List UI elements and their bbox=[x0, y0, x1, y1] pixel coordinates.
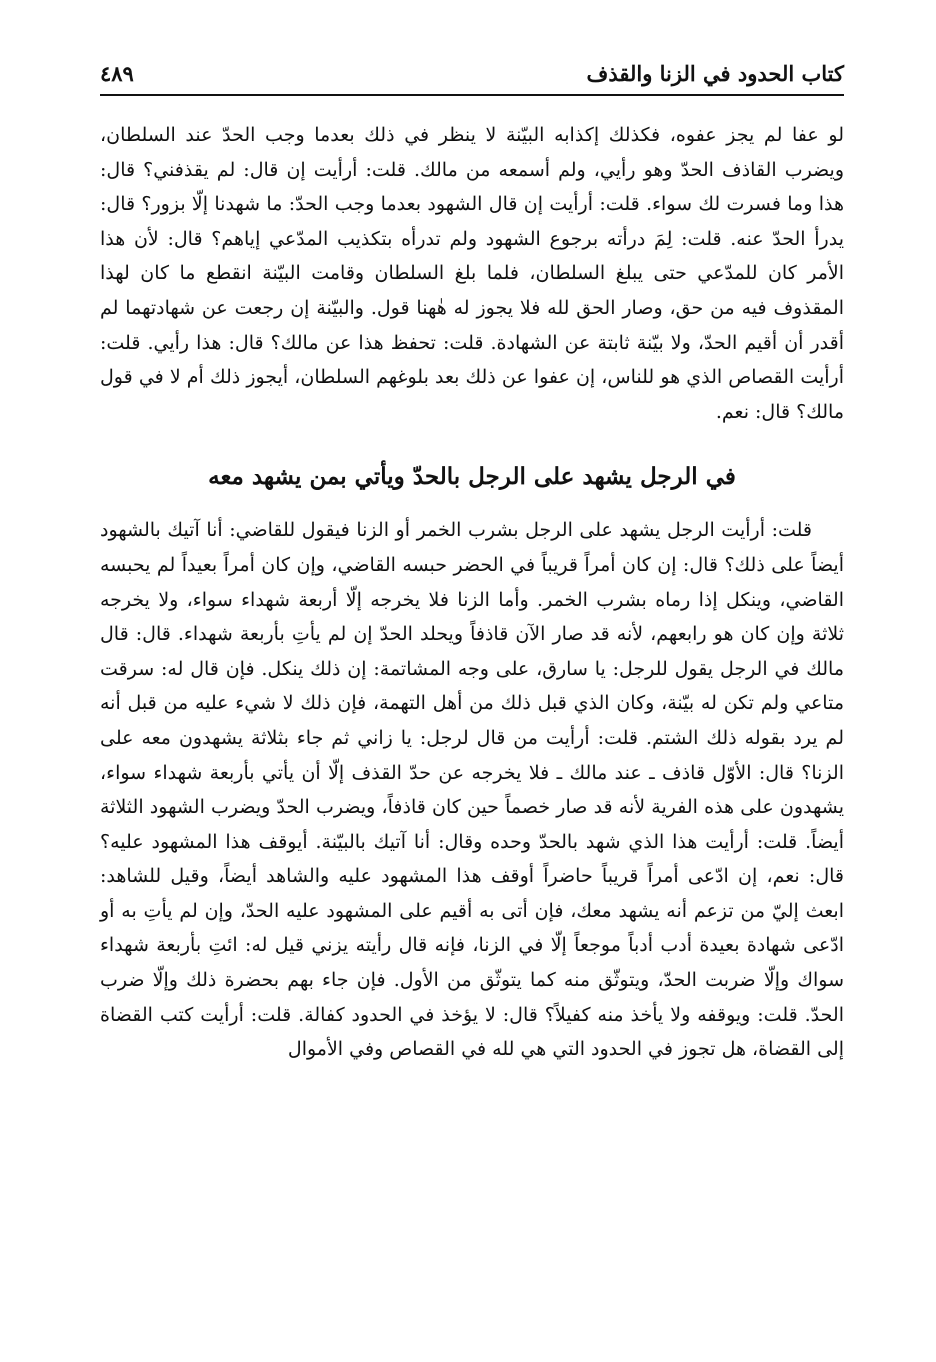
running-header bbox=[100, 58, 844, 92]
page-body bbox=[100, 118, 844, 1067]
section-title: في الرجل يشهد على الرجل بالحدّ ويأتي بمن يشهد معه bbox=[208, 463, 736, 491]
header-title: كتاب الحدود في الزنا والقذف bbox=[586, 61, 844, 86]
paragraph-2: قلت: أرأيت الرجل يشهد على الرجل بشرب الخمر أو الزنا فيقول للقاضي: أنا آتيك بالشهود أيضاً على ذلك؟ قال: إن كان أمراً قريباً في الحضر حبسه القاضي، وإن كان أمراً بعيداً لم يحبسه القاضي، وينكل إذا رماه بشرب الخمر. وأما الزنا فلا يخرجه إلّا أربعة شهداء سواء، ولا يخرجه ثلاثة وإن كان هو رابعهم، لأنه قد صار الآن قاذفاً ويحلد الحدّ إن لم يأتِ بأربعة شهداء. قال: قال مالك في الرجل يقول للرجل: يا سارق، على وجه المشاتمة: إن ذلك ينكل. فإن قال له: سرقت متاعي ولم تكن له بيّنة، وكان الذي قبل ذلك من أهل التهمة، فإن ذلك لا شيء عليه من قبل أنه لم يرد بقوله ذلك الشتم. قلت: أرأيت من قال لرجل: يا زاني ثم جاء بثلاثة يشهدون معه على الزنا؟ قال: الأوّل قاذف ـ عند مالك ـ فلا يخرجه عن حدّ القذف إلّا أن يأتي بأربعة شهداء سواء، يشهدون على هذه الفرية لأنه قد صار خصماً حين كان قاذفاً، ويضرب الحدّ ويضرب الشهود الثلاثة أيضاً. قلت: أرأيت هذا الذي شهد بالحدّ وحده وقال: أنا آتيك بالبيّنة. أيوقف هذا المشهود عليه؟ قال: نعم، إن ادّعى أمراً قريباً حاضراً أوقف هذا المشهود عليه والشاهد أيضاً، وقيل للشاهد: ابعث إليّ من تزعم أنه يشهد معك، فإن أتى به أقيم على المشهود عليه الحدّ، وإن لم يأتِ به أو ادّعى شهادة بعيدة أدب أدباً موجعاً إلّا في الزنا، فإنه قال رأيته يزني قيل له: ائتِ بأربعة شهداء سواك وإلّا ضربت الحدّ، ويتوثّق منه كما يتوثّق من الأول. فإن جاء بهم بحضرة ذلك وإلّا ضرب الحدّ. قلت: ويوقفه ولا يأخذ منه كفيلاً؟ قال: لا يؤخذ في الحدود كفالة. قلت: أرأيت كتب القضاة إلى القضاة، هل تجوز في الحدود التي هي لله في القصاص وفي الأموال bbox=[100, 519, 844, 1061]
paragraph-1: لو عفا لم يجز عفوه، فكذلك إكذابه البيّنة لا ينظر في ذلك بعدما وجب الحدّ عند السلطان، ويضرب القاذف الحدّ وهو رأيي، ولم أسمعه من مالك. قلت: أرأيت إن قال: لم يقذفني؟ قال: هذا وما فسرت لك سواء. قلت: أرأيت إن قال الشهود بعدما وجب الحدّ: ما شهدنا إلّا بزور؟ قال: يدرأ الحدّ عنه. قلت: لِمَ درأته برجوع الشهود ولم تدرأه بتكذيب المدّعي إياهم؟ قال: لأن هذا الأمر كان للمدّعي حتى يبلغ السلطان، فلما بلغ السلطان وقامت البيّنة انقطع ما كان لهذا المقذوف فيه من حق، وصار الحق لله فلا يجوز له هٰهنا قول. والبيّنة إن رجعت عن شهادتهما لم أقدر أن أقيم الحدّ، ولا بيّنة ثابتة عن الشهادة. قلت: تحفظ هذا عن مالك؟ قال: هذا رأيي. قلت: أرأيت القصاص الذي هو للناس، إن عفوا عن ذلك بعد بلوغهم السلطان، أيجوز ذلك أم لا في قول مالك؟ قال: نعم. bbox=[100, 124, 844, 423]
page-number: ٤٨٩ bbox=[100, 61, 134, 86]
header-rule bbox=[100, 94, 844, 96]
